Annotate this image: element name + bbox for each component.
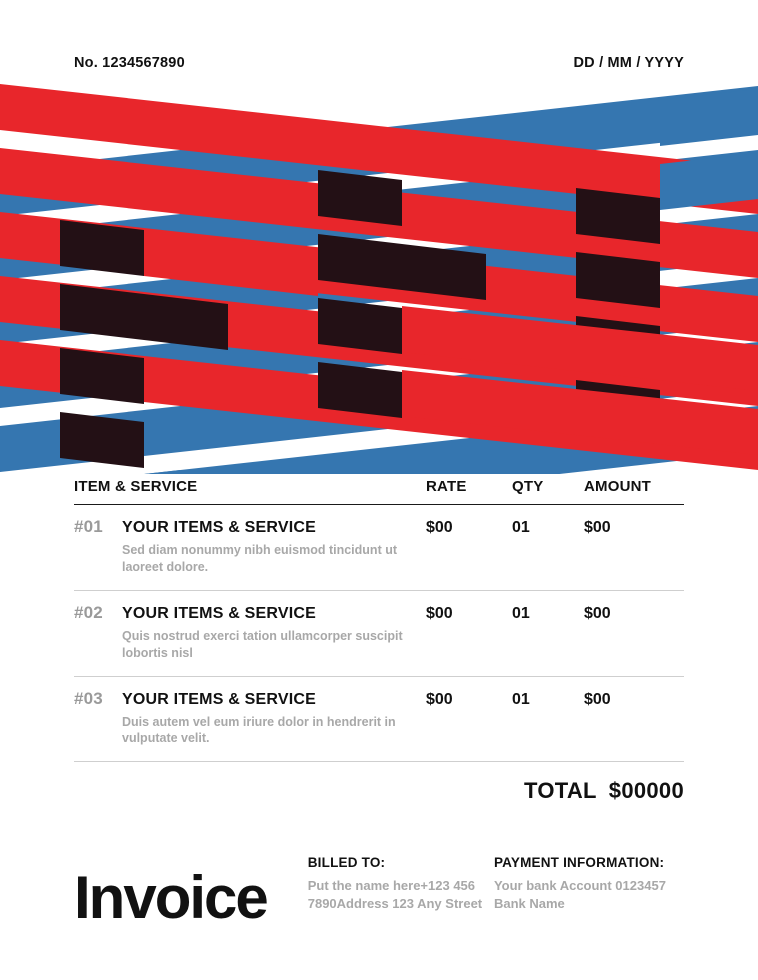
row-amount: $00	[584, 690, 611, 708]
invoice-header	[0, 52, 758, 74]
payment-heading: PAYMENT INFORMATION:	[493, 855, 665, 870]
row-rate: $00	[426, 604, 453, 622]
column-header-amount: AMOUNT	[584, 478, 652, 495]
billed-to-block	[308, 855, 494, 912]
billed-to-heading: BILLED TO:	[307, 855, 386, 870]
row-description: Sed diam nonummy nibh euismod tincidunt ut laoreet dolore.	[122, 543, 397, 574]
total-row	[74, 762, 684, 804]
invoice-number: No. 1234567890	[74, 55, 185, 71]
row-number: #03	[74, 688, 103, 708]
row-title: YOUR ITEMS & SERVICE	[122, 519, 316, 536]
row-description: Quis nostrud exerci tation ullamcorper suscipit lobortis nisl	[122, 628, 403, 660]
table-header-row	[74, 478, 684, 505]
row-amount: $00	[584, 519, 611, 536]
decorative-stripe-graphic	[0, 84, 758, 474]
billed-to-body: Put the name here+123 456 7890Address 123 Any Street	[307, 878, 483, 911]
brand-title: Invoice	[74, 864, 267, 931]
row-amount: $00	[584, 604, 611, 622]
column-header-rate: RATE	[426, 478, 467, 495]
stripe-svg	[0, 84, 758, 474]
row-qty: 01	[512, 604, 530, 622]
items-table	[74, 478, 684, 804]
row-title: YOUR ITEMS & SERVICE	[122, 690, 316, 708]
total-value: $00000	[608, 778, 684, 804]
row-description: Duis autem vel eum iriure dolor in hendrerit in vulputate velit.	[122, 714, 396, 746]
table-row-main	[74, 689, 684, 709]
column-header-qty: QTY	[512, 478, 544, 495]
row-qty: 01	[512, 690, 530, 708]
payment-information-block	[494, 855, 684, 912]
column-header-item: ITEM & SERVICE	[74, 478, 198, 495]
row-title: YOUR ITEMS & SERVICE	[122, 604, 316, 622]
table-row-main	[74, 603, 684, 623]
table-row	[74, 677, 684, 763]
table-row-main	[74, 517, 684, 537]
row-rate: $00	[426, 519, 453, 536]
row-number: #01	[74, 517, 103, 536]
row-rate: $00	[426, 690, 453, 708]
row-number: #02	[74, 602, 103, 622]
table-row	[74, 591, 684, 677]
invoice-footer	[74, 855, 684, 931]
row-qty: 01	[512, 519, 530, 536]
total-label: TOTAL	[523, 778, 597, 804]
payment-body: Your bank Account 0123457 Bank Name	[493, 878, 666, 911]
table-row	[74, 505, 684, 591]
invoice-date: DD / MM / YYYY	[573, 55, 684, 71]
